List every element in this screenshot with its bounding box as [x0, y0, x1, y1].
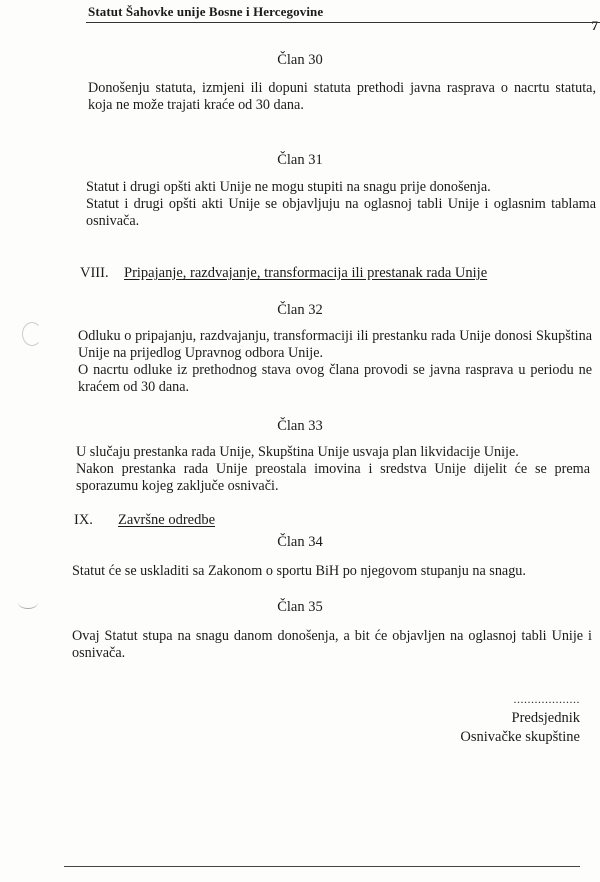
article-32-heading: Član 32	[277, 302, 323, 318]
page-header-title: Statut Šahovke unije Bosne i Hercegovine	[88, 4, 324, 19]
signature-line-1: Predsjednik	[511, 710, 580, 726]
article-33-paragraph-1: U slučaju prestanka rada Unije, Skupština Unije usvaja plan likvidacije Unije.	[76, 444, 519, 460]
section-ix-title: Završne odredbe	[118, 512, 216, 528]
article-34-heading: Član 34	[277, 534, 323, 550]
article-33-paragraph-2: Nakon prestanka rada Unije preostala imovina i sredstva Unije dijelit će se prema sporazumu kojeg zaključe osnivači.	[76, 461, 590, 494]
signature-dots: ...................	[513, 692, 580, 706]
article-31-paragraph-2: Statut i drugi opšti akti Unije se objavljuju na oglasnoj tabli Unije i oglasnim tablama osnivača.	[86, 196, 596, 229]
article-35-paragraph-1: Ovaj Statut stupa na snagu danom donošenja, a bit će objavljen na oglasnoj tabli Unije i osnivača.	[72, 628, 592, 661]
article-32-paragraph-1: Odluku o pripajanju, razdvajanju, transformaciji ili prestanku rada Unije donosi Skupština Unije na prijedlog Upravnog odbora Unije.	[78, 328, 592, 361]
article-30-heading: Član 30	[277, 52, 323, 68]
signature-line-2: Osnivačke skupštine	[460, 729, 580, 745]
page-number: 7	[591, 18, 598, 33]
section-viii	[80, 265, 487, 282]
punch-hole-mark	[22, 322, 42, 346]
article-30-paragraph-1: Donošenju statuta, izmjeni ili dopuni statuta prethodi javna rasprava o nacrtu statuta, koja ne može trajati kraće od 30 dana.	[88, 80, 596, 113]
signature-block	[460, 690, 580, 747]
section-ix-number: IX.	[74, 512, 93, 528]
header-rule	[86, 22, 600, 23]
punch-hole-mark-lower	[18, 596, 38, 609]
article-35-heading: Član 35	[277, 599, 323, 615]
section-viii-number: VIII.	[80, 265, 109, 281]
article-33-heading: Član 33	[277, 418, 323, 434]
section-viii-title: Pripajanje, razdvajanje, transformacija ili prestanak rada Unije	[124, 265, 488, 281]
article-34-paragraph-1: Statut će se uskladiti sa Zakonom o sportu BiH po njegovom stupanju na snagu.	[72, 563, 526, 579]
footer-rule	[64, 866, 580, 867]
article-31-heading: Član 31	[277, 152, 323, 168]
article-31-paragraph-1: Statut i drugi opšti akti Unije ne mogu stupiti na snagu prije donošenja.	[86, 179, 491, 195]
article-32-paragraph-2: O nacrtu odluke iz prethodnog stava ovog člana provodi se javna rasprava u periodu ne kraćem od 30 dana.	[78, 362, 592, 395]
section-ix	[74, 512, 215, 529]
